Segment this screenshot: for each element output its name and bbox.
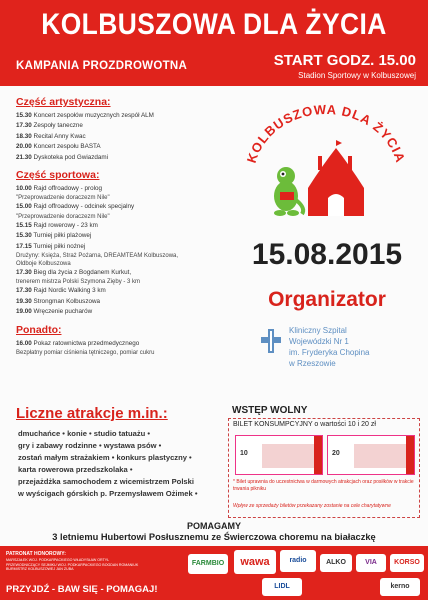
- program-text: Wręczenie pucharów: [33, 308, 93, 316]
- program-text: Turniej piłki nożnej: [33, 242, 86, 250]
- program-time: 15.30: [16, 112, 32, 119]
- sports-title: Część sportowa:: [16, 169, 100, 182]
- ticket-heading: BILET KONSUMPCYJNY o wartości 10 i 20 zł: [233, 421, 376, 428]
- program-item: [16, 231, 216, 241]
- artistic-title: Część artystyczna:: [16, 96, 111, 108]
- hospital-name: [289, 325, 369, 369]
- help-title: POMAGAMY: [187, 521, 241, 531]
- program-subtext: trenerem mistrza Polski Szymona Zięby - 3 km: [16, 279, 141, 286]
- header-banner: [0, 0, 428, 86]
- hospital-name-line: Kliniczny Szpital: [289, 326, 347, 335]
- artistic-list: [16, 111, 216, 163]
- sports-list: [16, 184, 216, 318]
- program-time: 15.30: [16, 232, 32, 240]
- program-subtext: Oldboje Kolbuszowa: [16, 261, 71, 268]
- program-time: 19.30: [16, 297, 32, 305]
- program-time: 17.15: [16, 242, 32, 250]
- program-item: [16, 111, 216, 121]
- program-text: Koncert zespołów muzycznych zespół ALM: [33, 112, 154, 119]
- program-item: [16, 153, 216, 163]
- attraction-item: zostań małym strażakiem • konkurs plastyczny •: [18, 453, 192, 462]
- program-item: [16, 297, 216, 307]
- program-item: [16, 307, 216, 317]
- program-text: Rajd offroadowy - odcinek specjalny: [33, 203, 135, 211]
- program-time: 17.30: [16, 269, 32, 277]
- program-text: Recital Anny Kwac: [33, 132, 86, 140]
- program-text: Rajd Nordic Walking 3 km: [33, 287, 106, 295]
- organizer-title: Organizator: [268, 288, 386, 311]
- event-date: 15.08.2015: [251, 238, 403, 271]
- program-time: 17.30: [16, 287, 32, 295]
- program-item: [16, 121, 216, 131]
- campaign-label: KAMPANIA PROZDROWOTNA: [16, 60, 188, 72]
- patrons-title: PATRONAT HONOROWY:: [6, 551, 66, 557]
- program-text: Rajd rowerowy - 23 km: [33, 221, 98, 229]
- ticket-10: [235, 435, 323, 475]
- sponsor-logo: wawa: [234, 550, 276, 574]
- program-time: 20.00: [16, 143, 32, 151]
- program-subtext: Bezpłatny pomiar ciśnienia tętniczego, pomiar cukru: [16, 350, 155, 357]
- ticket-value: 10: [240, 450, 248, 457]
- program-item: [16, 184, 216, 194]
- ticket-box: [228, 418, 420, 518]
- program-text: Koncert zespołu BASTA: [33, 143, 101, 151]
- hospital-name-line: im. Fryderyka Chopina: [289, 348, 370, 357]
- start-time: START GODZ. 15.00: [273, 52, 416, 69]
- tent-logo-graphic: [236, 96, 416, 228]
- free-entry-title: WSTĘP WOLNY: [232, 405, 308, 416]
- program-item: [16, 242, 216, 252]
- program-item: [16, 339, 216, 349]
- help-text: 3 letniemu Hubertowi Posłusznemu ze Świerczowa choremu na białaczkę: [52, 532, 376, 542]
- program-item: [16, 202, 216, 212]
- program-column: [16, 96, 216, 357]
- program-text: Bieg dla życia z Bogdanem Kurkut,: [33, 269, 132, 277]
- slogan: PRZYJDŹ - BAW SIĘ - POMAGAJ!: [6, 584, 158, 595]
- program-item: [16, 221, 216, 231]
- sponsor-logo: KORSO: [390, 554, 424, 572]
- program-text: Rajd offroadowy - prolog: [33, 185, 103, 193]
- program-time: 19.00: [16, 308, 32, 316]
- attraction-item: w wyścigach górskich p. Przemysławem Ożimek •: [18, 489, 198, 498]
- attraction-item: karta rowerowa przedszkolaka •: [18, 465, 133, 474]
- besides-title: Ponadto:: [16, 323, 62, 336]
- besides-list: [16, 339, 216, 357]
- sponsor-logo: LIDL: [262, 578, 302, 596]
- attraction-item: przejażdżka samochodem z wicemistrzem Polski: [18, 477, 194, 486]
- program-time: 15.00: [16, 203, 32, 211]
- attraction-item: gry i zabawy rodzinne • wystawa psów •: [18, 441, 162, 450]
- program-time: 21.30: [16, 153, 32, 161]
- attractions-title: Liczne atrakcje m.in.:: [16, 405, 168, 422]
- poster-title: KOLBUSZOWA DLA ŻYCIA: [41, 8, 387, 41]
- program-time: 18.30: [16, 132, 32, 140]
- ticket-charity-note: Wpływ ze sprzedaży biletów przekazany zostanie na cele charytatywne: [233, 503, 391, 509]
- program-item: [16, 142, 216, 152]
- venue-label: Stadion Sportowy w Kolbuszowej: [298, 71, 416, 80]
- patron-line: PRZEWODNICZĄCY SEJMIKU WOJ. PODKARPACKIEGO BOGDAN ROMANIUK: [6, 562, 139, 567]
- program-time: 15.15: [16, 221, 32, 229]
- event-logo: [236, 96, 416, 228]
- program-text: Pokaz ratownictwa przedmedycznego: [33, 339, 140, 347]
- program-item: [16, 286, 216, 296]
- program-subtext: "Przeprowadzenie doraczezm Nile": [16, 213, 110, 220]
- ticket-note: * Bilet uprawnia do uczestnictwa w darmowych atrakcjach oraz posiłków w trakcie trwania pikniku: [233, 479, 414, 492]
- patrons-list: [6, 558, 156, 572]
- program-item: [16, 132, 216, 142]
- attractions-list: [18, 428, 223, 500]
- program-text: Dyskoteka pod Gwiazdami: [33, 153, 109, 161]
- ticket-value: 20: [332, 450, 340, 457]
- program-item: [16, 268, 216, 278]
- program-subtext: Drużyny: Księża, Straż Pożarna, DREAMTEAM Kolbuszowa,: [16, 253, 179, 260]
- program-text: Turniej piłki plażowej: [33, 232, 92, 240]
- sponsor-logo: kerno: [380, 578, 420, 596]
- hospital-name-line: Wojewódzki Nr 1: [289, 337, 349, 346]
- program-text: Zespoły taneczne: [33, 122, 83, 130]
- sponsor-logo: FARMBIO: [188, 554, 228, 574]
- logo-arc-text: KOLBUSZOWA DLA ŻYCIA: [243, 101, 409, 165]
- ticket-20: [327, 435, 415, 475]
- program-time: 17.30: [16, 122, 32, 130]
- program-time: 10.00: [16, 185, 32, 193]
- sponsor-logo: VIA: [356, 554, 386, 572]
- hospital-logo: [257, 325, 407, 381]
- sponsor-logo: ALKO: [320, 554, 352, 572]
- hospital-name-line: w Rzeszowie: [289, 359, 336, 368]
- footer-banner: [0, 546, 428, 600]
- program-time: 16.00: [16, 339, 32, 347]
- patron-line: BURMISTRZ KOLBUSZOWEJ JAN ZUBA: [6, 567, 74, 572]
- hospital-cross-icon: [261, 329, 281, 353]
- patron-line: MARSZAŁEK WOJ. PODKARPACKIEGO WŁADYSŁAW ORTYL: [6, 558, 110, 562]
- program-text: Strongman Kolbuszowa: [33, 297, 101, 305]
- program-subtext: "Przeprowadzenie doraczezm Nile": [16, 195, 110, 202]
- attraction-item: dmuchańce • konie • studio tatuażu •: [18, 429, 151, 438]
- svg-text:KOLBUSZOWA DLA ŻYCIA: [244, 102, 409, 165]
- sponsor-logo: radio: [280, 550, 316, 572]
